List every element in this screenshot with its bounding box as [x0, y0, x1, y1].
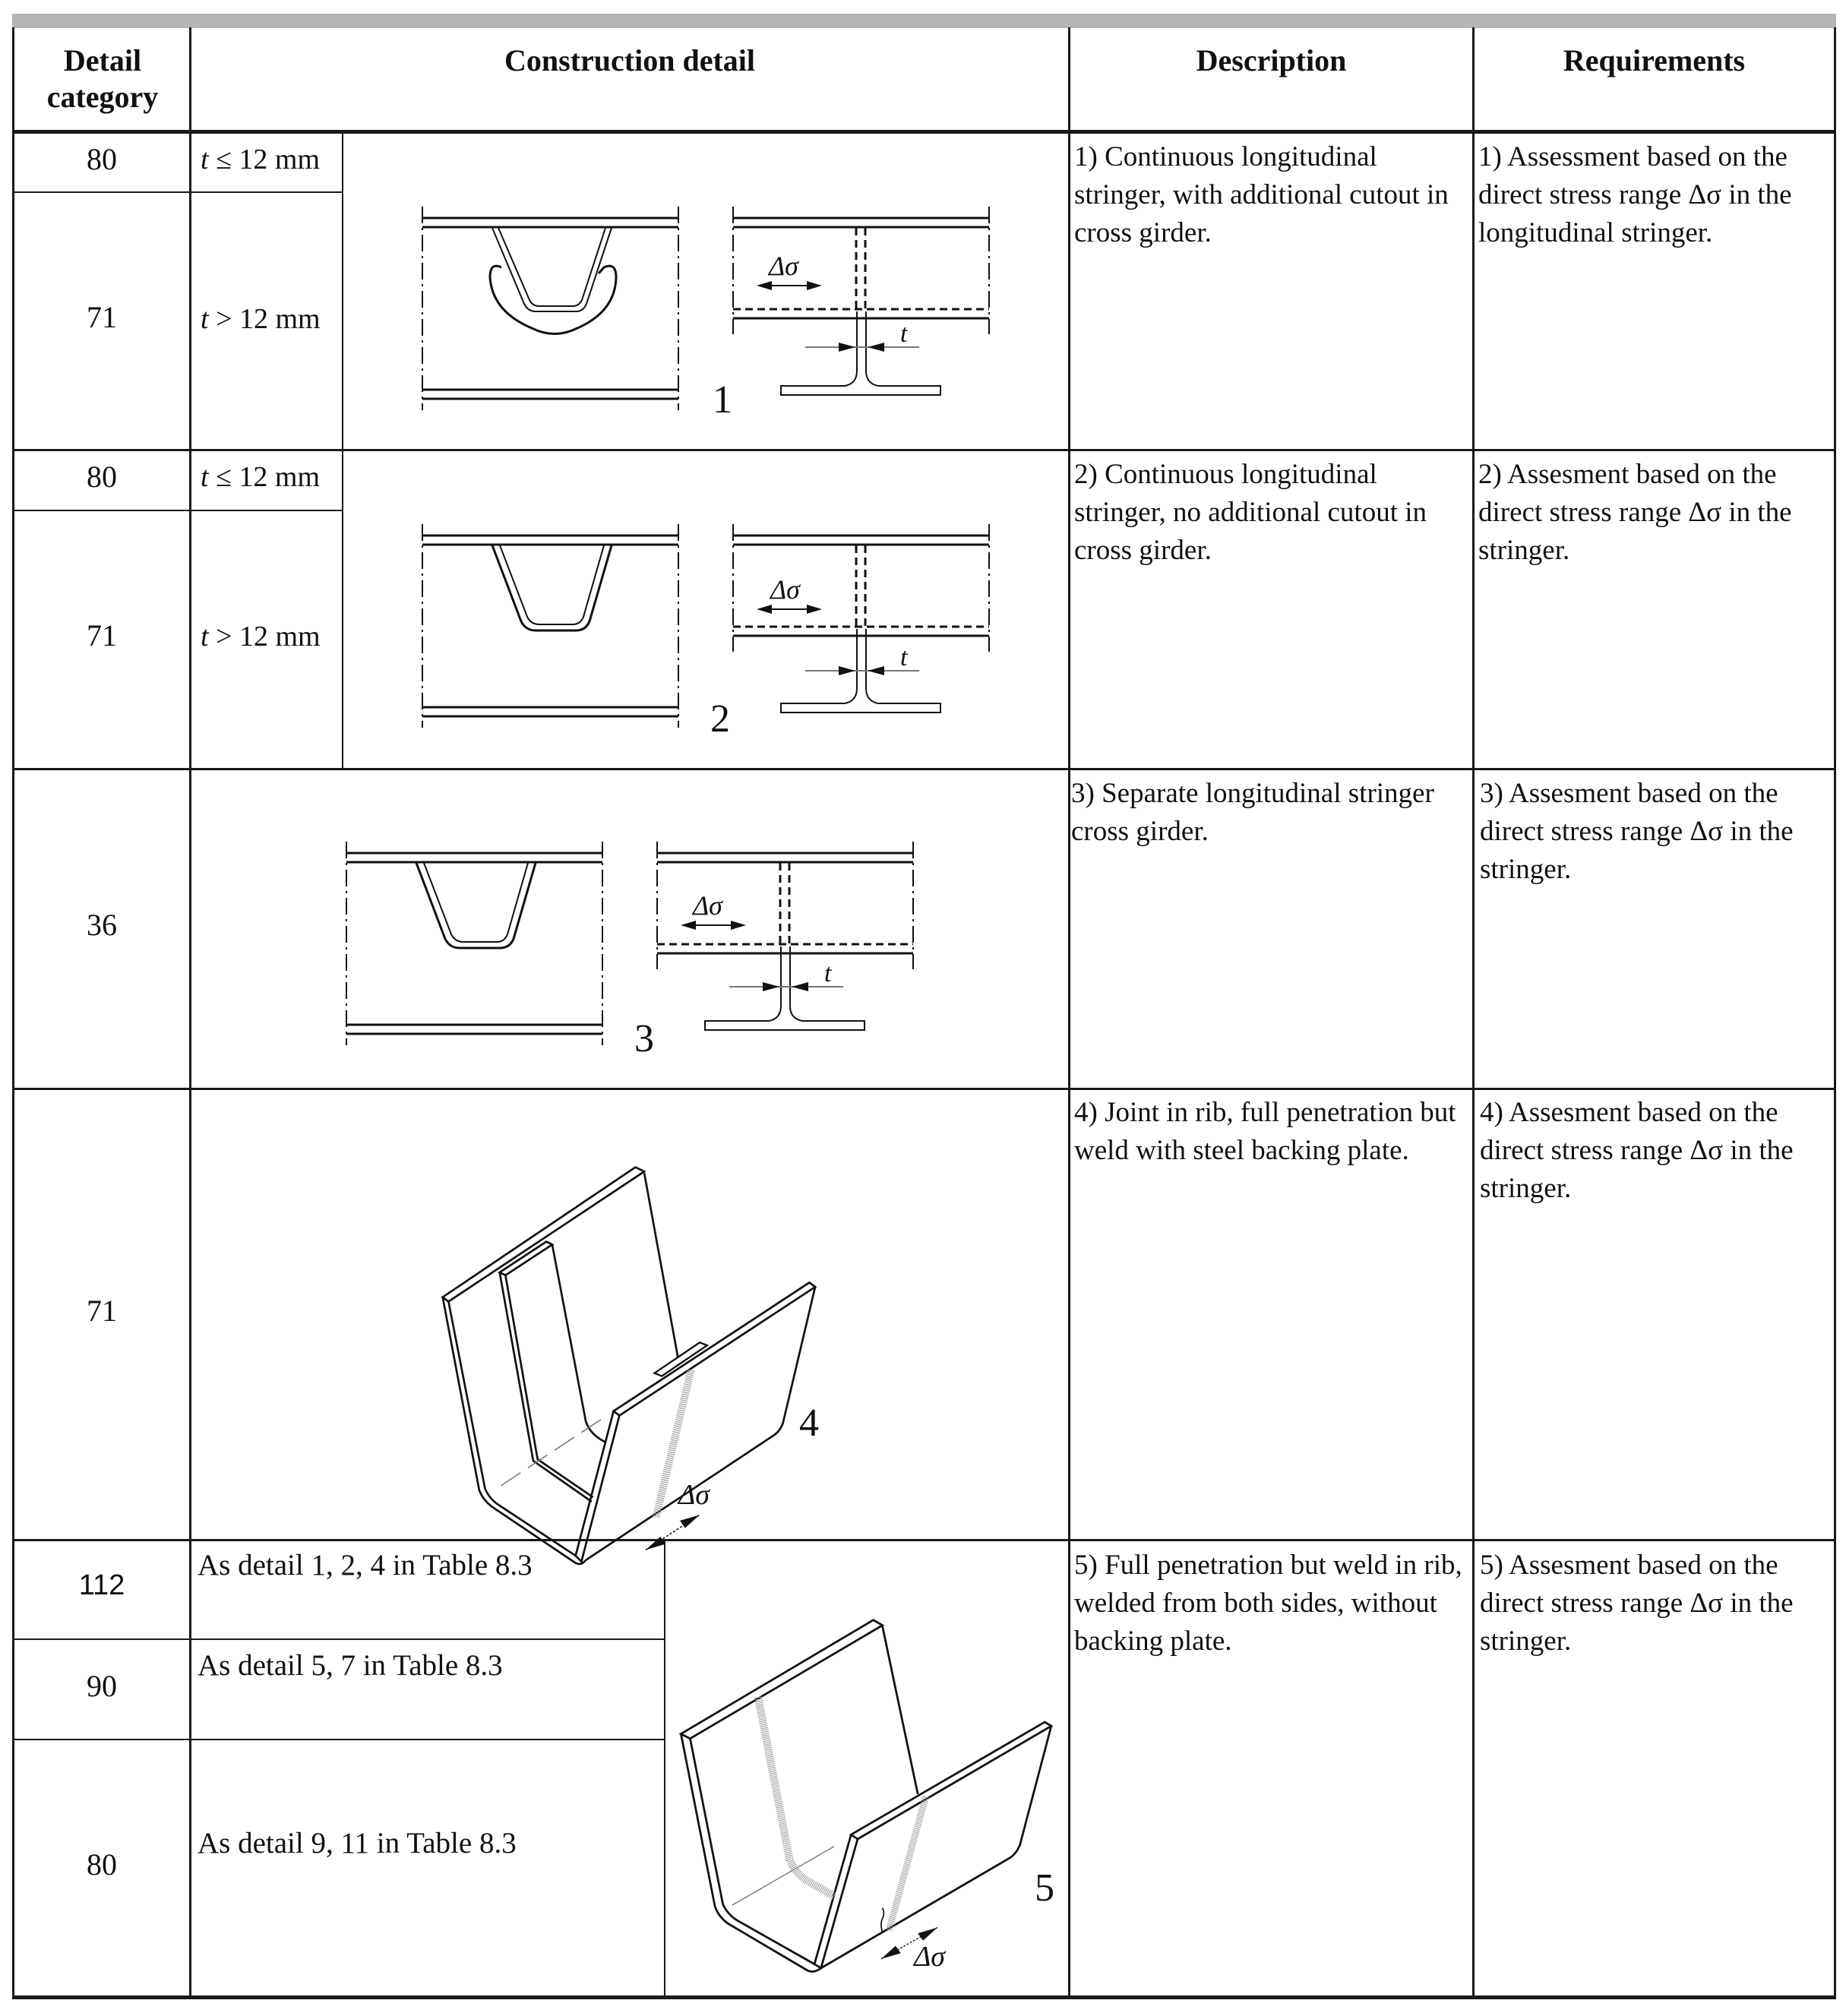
- description-text: 2) Continuous longitudinal stringer, no additional cutout in cross girder.: [1074, 459, 1427, 566]
- requirements-text: 4) Assesment based on the direct stress range Δσ in the stringer.: [1480, 1097, 1794, 1204]
- category-value: 80: [87, 142, 117, 176]
- thickness-condition-text: ≤ 12 mm: [216, 461, 321, 493]
- category-value: 71: [87, 1294, 117, 1328]
- reference-text: As detail 5, 7 in Table 8.3: [198, 1649, 503, 1682]
- description-text: 5) Full penetration but weld in rib, welded from both sides, without backing plate.: [1074, 1550, 1462, 1657]
- thickness-label: t: [824, 959, 832, 987]
- requirements-text: 3) Assesment based on the direct stress range Δσ in the stringer.: [1480, 778, 1794, 885]
- category-value: 90: [87, 1669, 117, 1703]
- reference-text: As detail 1, 2, 4 in Table 8.3: [198, 1549, 533, 1582]
- thickness-condition-text: > 12 mm: [216, 303, 321, 335]
- stress-range-label: Δσ: [770, 574, 800, 605]
- category-value: 80: [87, 1847, 117, 1882]
- thickness-condition-text: ≤ 12 mm: [216, 144, 321, 175]
- header-requirements: Requirements: [1563, 43, 1746, 77]
- thickness-symbol: t: [201, 303, 209, 335]
- category-value: 36: [87, 908, 117, 942]
- stress-range-label: Δσ: [914, 1941, 946, 1973]
- thickness-symbol: t: [201, 461, 209, 493]
- requirements-text: 5) Assesment based on the direct stress range Δσ in the stringer.: [1480, 1550, 1794, 1657]
- stress-range-label: Δσ: [678, 1479, 710, 1511]
- category-value: 71: [87, 300, 117, 334]
- category-value: 112: [78, 1569, 125, 1601]
- header-construction-detail: Construction detail: [504, 43, 755, 77]
- category-value: 80: [87, 460, 117, 494]
- figure-number: 3: [634, 1017, 654, 1060]
- description-text: 4) Joint in rib, full penetration but weld with steel backing plate.: [1074, 1097, 1456, 1166]
- stress-range-label: Δσ: [769, 251, 798, 281]
- header-description: Description: [1196, 43, 1347, 77]
- requirements-text: 1) Assessment based on the direct stress range Δσ in the longitudinal stringer.: [1478, 141, 1792, 248]
- description-text: 3) Separate longitudinal stringer cross girder.: [1071, 778, 1434, 847]
- category-value: 71: [87, 618, 117, 653]
- figure-number: 5: [1035, 1866, 1054, 1910]
- thickness-symbol: t: [201, 144, 209, 175]
- thickness-symbol: t: [201, 621, 209, 653]
- description-text: 1) Continuous longitudinal stringer, with additional cutout in cross girder.: [1074, 141, 1449, 248]
- stress-range-label: Δσ: [693, 890, 722, 921]
- requirements-text: 2) Assesment based on the direct stress range Δσ in the stringer.: [1478, 459, 1792, 566]
- thickness-label: t: [900, 643, 908, 671]
- reference-text: As detail 9, 11 in Table 8.3: [198, 1827, 517, 1860]
- figure-number: 2: [710, 697, 730, 741]
- thickness-label: t: [900, 320, 908, 348]
- figure-number: 1: [713, 378, 732, 422]
- thickness-condition-text: > 12 mm: [216, 621, 321, 653]
- header-detail-category: Detail category: [46, 43, 159, 114]
- figure-number: 4: [799, 1401, 819, 1445]
